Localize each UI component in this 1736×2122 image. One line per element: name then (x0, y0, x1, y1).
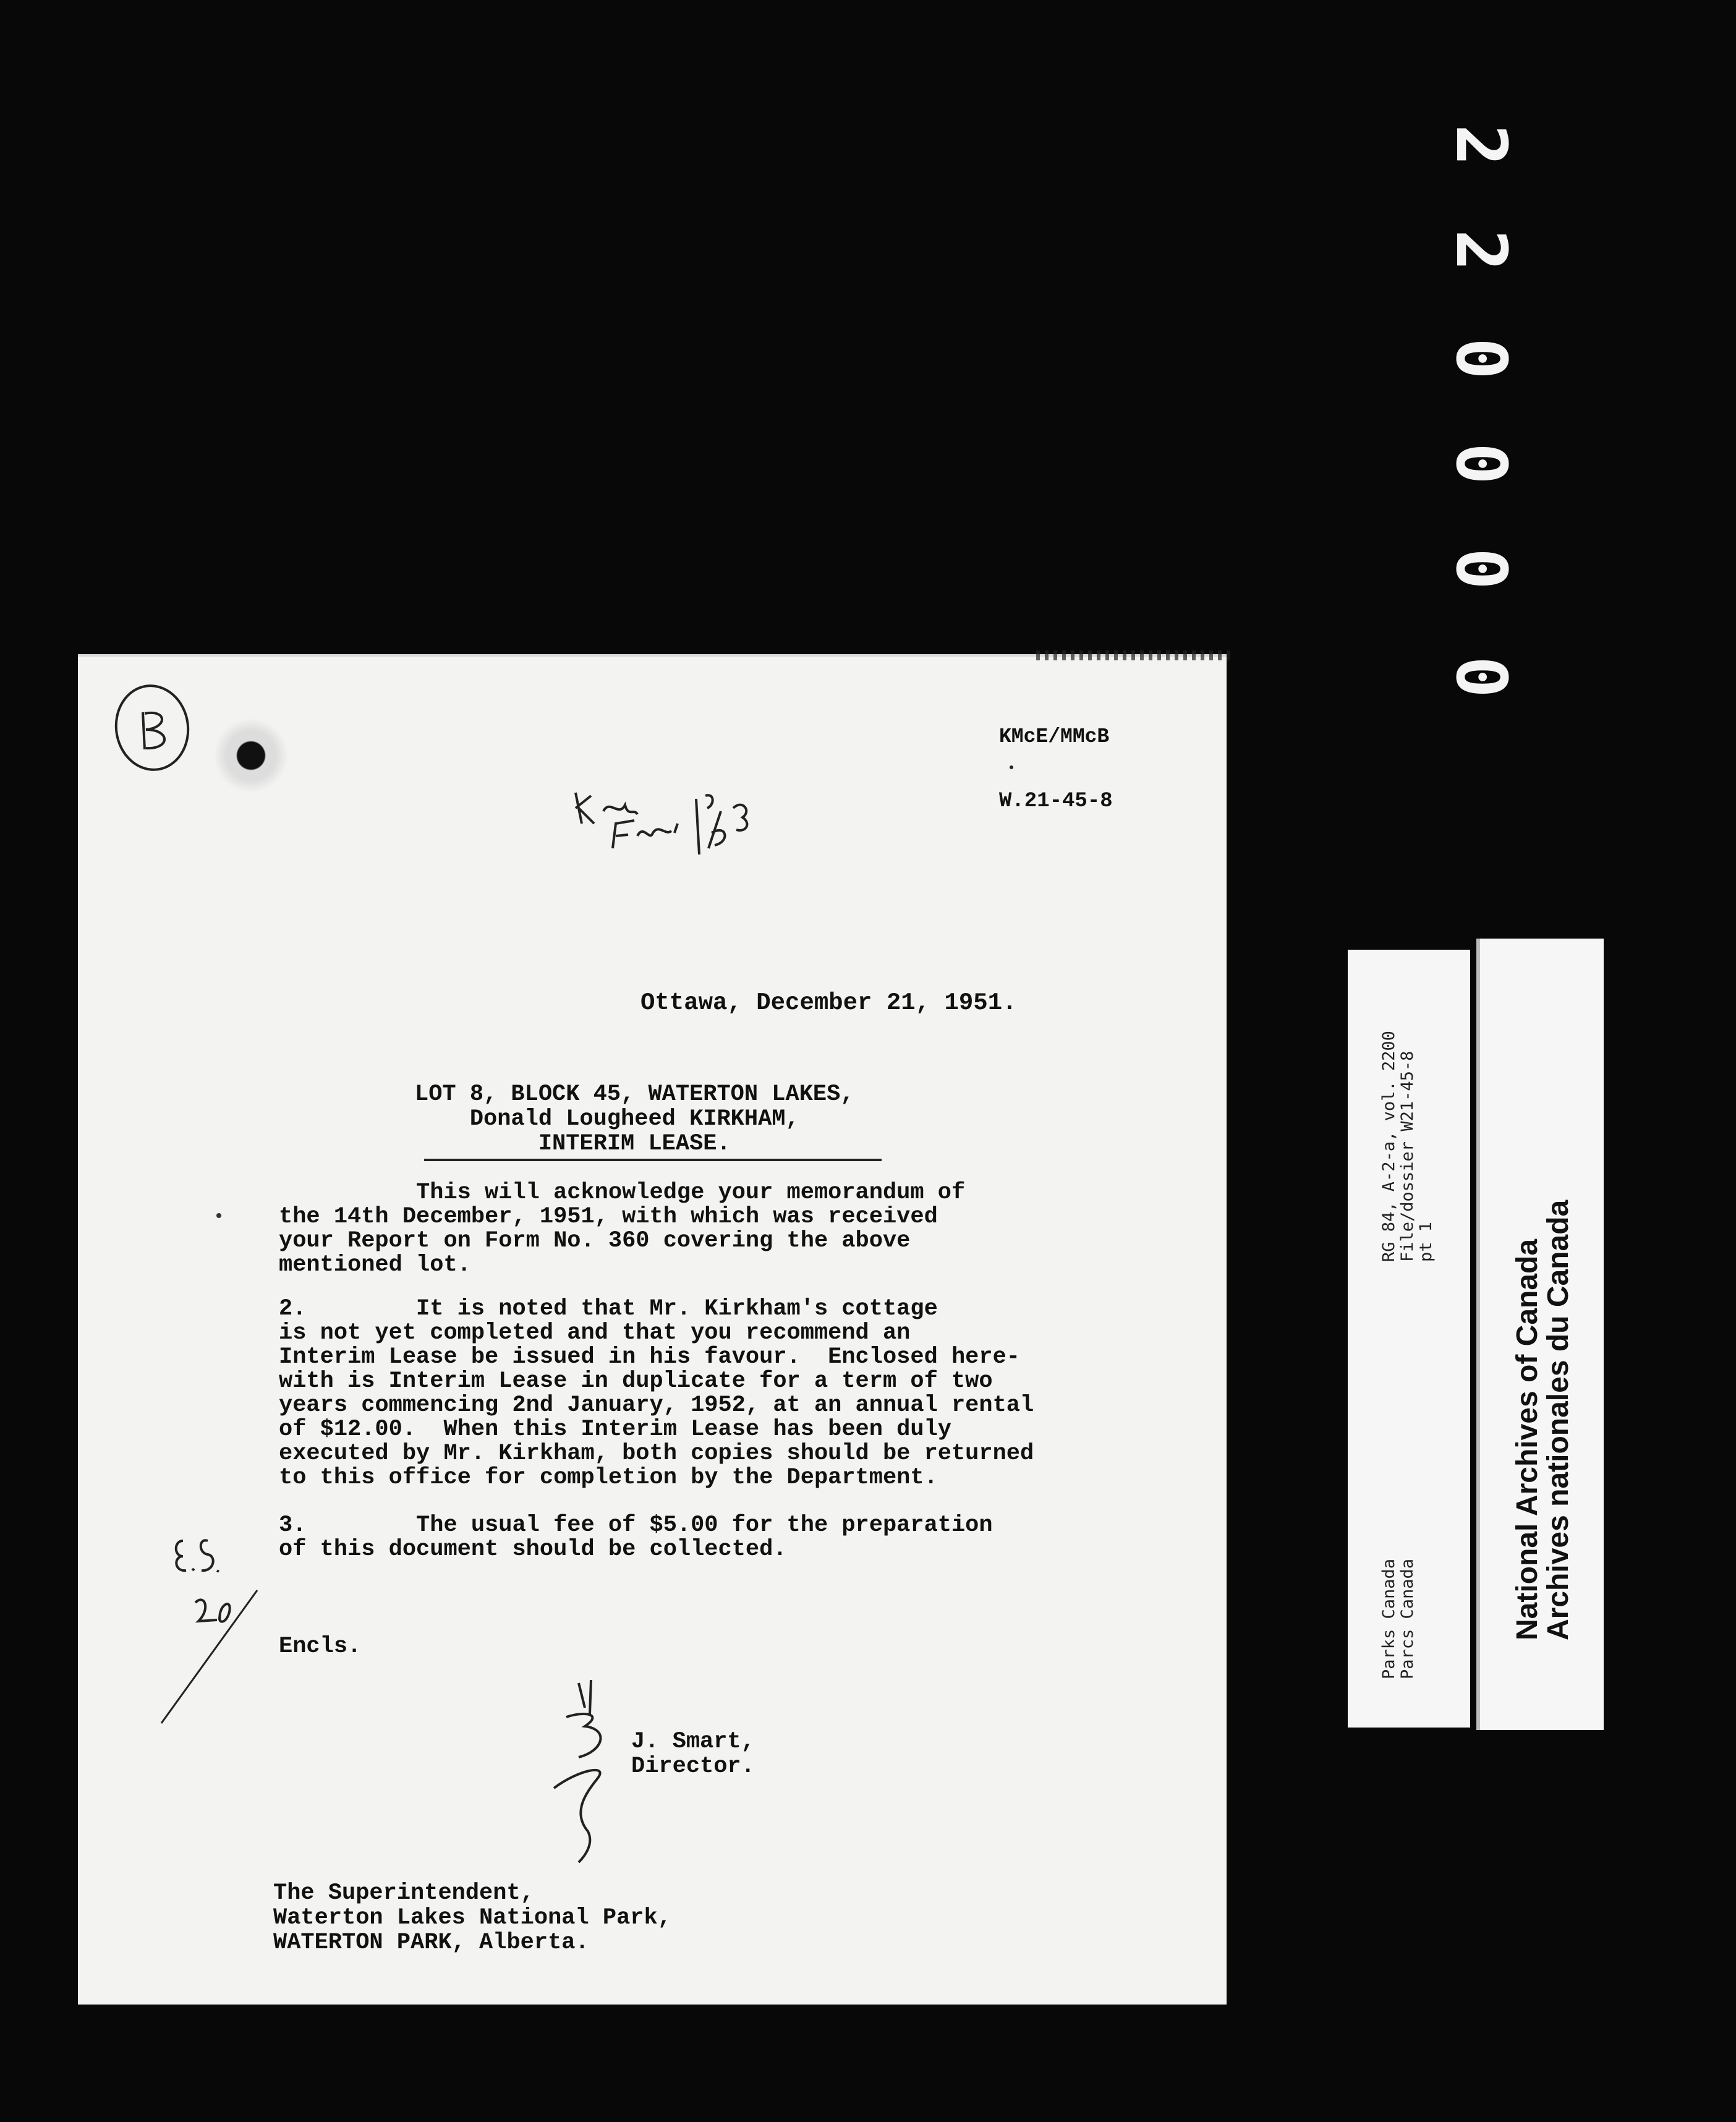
paragraph-3 (279, 1514, 1206, 1562)
frame-digit: 2 (1440, 229, 1521, 271)
signature (542, 1671, 634, 1875)
addressee-line: Waterton Lakes National Park, (273, 1905, 671, 1931)
frame-digit: 0 (1440, 338, 1521, 380)
circled-margin-mark (109, 681, 195, 774)
enclosures-note: Encls. (279, 1634, 362, 1660)
dot-mark (1010, 765, 1013, 769)
archive-reference-label (1348, 950, 1470, 1728)
letter-date: Ottawa, December 21, 1951. (640, 989, 1017, 1016)
reference-initials: KMcE/MMcB (999, 725, 1110, 748)
text-line: 3. The usual fee of $5.00 for the preparation (279, 1512, 993, 1538)
archive-name (1512, 1200, 1574, 1640)
addressee-line: WATERTON PARK, Alberta. (273, 1930, 589, 1956)
text-line: mentioned lot. (279, 1252, 471, 1278)
handwritten-note (566, 774, 777, 867)
archive-name-line: National Archives of Canada (1511, 1238, 1544, 1640)
text-line: is not yet completed and that you recommend an (279, 1320, 911, 1346)
frame-digit: 2 (1440, 124, 1521, 166)
signatory-name: J. Smart, (631, 1729, 755, 1755)
signatory-title: Director. (631, 1753, 755, 1779)
signature-block (631, 1729, 755, 1779)
text-line: your Report on Form No. 360 covering the above (279, 1228, 911, 1254)
subject-underline (424, 1159, 882, 1161)
department-line: Parks Canada (1379, 1558, 1398, 1679)
text-line: 2. It is noted that Mr. Kirkham's cottage (279, 1296, 938, 1322)
text-line: of this document should be collected. (279, 1536, 787, 1562)
paragraph-2 (279, 1297, 1206, 1490)
text-line: Interim Lease be issued in his favour. Enclosed here- (279, 1344, 1020, 1370)
text-line: executed by Mr. Kirkham, both copies should be returned (279, 1441, 1034, 1467)
letter-page (78, 654, 1227, 2005)
department-name (1380, 1559, 1417, 1679)
text-line: This will acknowledge your memorandum of (279, 1180, 966, 1206)
subject-line: Donald Lougheed KIRKHAM, (469, 1106, 799, 1132)
file-number: W.21-45-8 (999, 790, 1113, 813)
subject-line: INTERIM LEASE. (538, 1131, 731, 1157)
department-line: Parcs Canada (1398, 1558, 1417, 1679)
reference-line: File/dossier W21-45-8 (1398, 1050, 1417, 1262)
frame-digit: 0 (1440, 656, 1521, 698)
archive-name-line: Archives nationales du Canada (1542, 1199, 1575, 1640)
text-line: to this office for completion by the Department. (279, 1465, 938, 1491)
archive-name-label (1476, 939, 1604, 1730)
torn-edge (1036, 650, 1234, 660)
subject-line: LOT 8, BLOCK 45, WATERTON LAKES, (415, 1081, 854, 1107)
paragraph-1 (279, 1181, 1206, 1277)
text-line: the 14th December, 1951, with which was received (279, 1204, 938, 1230)
archive-reference (1380, 1031, 1436, 1262)
reference-line: RG 84, A-2-a, vol. 2200 (1379, 1031, 1398, 1262)
text-line: years commencing 2nd January, 1952, at an annual rental (279, 1392, 1034, 1418)
text-line: with is Interim Lease in duplicate for a term of two (279, 1368, 993, 1394)
punch-hole (214, 718, 288, 793)
subject-block (415, 1082, 854, 1156)
frame-digit: 0 (1440, 443, 1521, 485)
text-line: of $12.00. When this Interim Lease has been duly (279, 1417, 951, 1442)
margin-initials (158, 1522, 270, 1732)
addressee-line: The Superintendent, (273, 1880, 534, 1906)
reference-line: pt 1 (1416, 1221, 1436, 1262)
addressee-block (273, 1881, 671, 1955)
frame-digit: 0 (1440, 548, 1521, 590)
stray-dot (216, 1213, 221, 1218)
